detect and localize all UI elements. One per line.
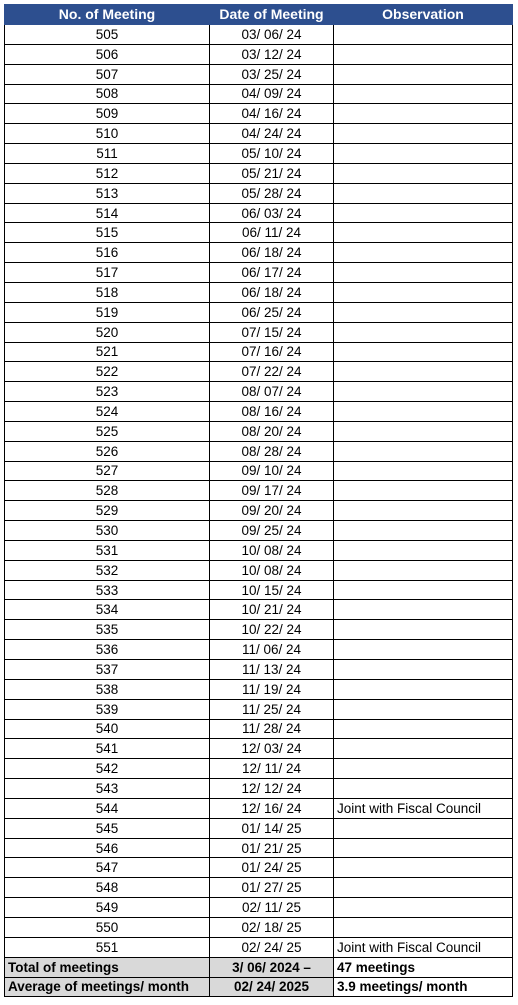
meeting-number-cell: 530 [5,521,210,541]
meeting-date-cell: 03/ 25/ 24 [210,64,334,84]
meeting-number-cell: 510 [5,124,210,144]
table-row [5,798,513,818]
header-meeting-number: No. of Meeting [5,5,210,25]
meeting-number-cell: 514 [5,203,210,223]
observation-cell [334,620,513,640]
period-start: 3/ 06/ 2024 – [210,957,334,977]
meeting-date-cell: 05/ 10/ 24 [210,144,334,164]
observation-cell [334,382,513,402]
meeting-date-cell: 11/ 13/ 24 [210,660,334,680]
observation-cell [334,243,513,263]
meeting-number-cell: 513 [5,183,210,203]
meeting-number-cell: 542 [5,759,210,779]
observation-cell [334,540,513,560]
observation-cell [334,679,513,699]
observation-cell [334,660,513,680]
meeting-number-cell: 517 [5,263,210,283]
observation-cell [334,402,513,422]
meeting-date-cell: 12/ 11/ 24 [210,759,334,779]
table-row [5,660,513,680]
meeting-number-cell: 549 [5,898,210,918]
observation-cell [334,362,513,382]
period-end: 02/ 24/ 2025 [210,977,334,997]
meeting-date-cell: 06/ 18/ 24 [210,282,334,302]
observation-cell [334,521,513,541]
observation-cell [334,25,513,45]
meeting-date-cell: 08/ 16/ 24 [210,402,334,422]
table-row [5,25,513,45]
table-row [5,699,513,719]
meeting-number-cell: 520 [5,322,210,342]
table-row [5,203,513,223]
table-row [5,243,513,263]
observation-cell [334,580,513,600]
table-row [5,461,513,481]
meeting-date-cell: 07/ 16/ 24 [210,342,334,362]
meeting-number-cell: 532 [5,560,210,580]
meeting-date-cell: 08/ 20/ 24 [210,421,334,441]
table-row [5,878,513,898]
meeting-date-cell: 09/ 25/ 24 [210,521,334,541]
meeting-date-cell: 12/ 12/ 24 [210,779,334,799]
table-row [5,441,513,461]
header-row [5,5,513,25]
meeting-date-cell: 11/ 25/ 24 [210,699,334,719]
meeting-date-cell: 06/ 11/ 24 [210,223,334,243]
average-value: 3.9 meetings/ month [334,977,513,997]
table-row [5,44,513,64]
observation-cell [334,560,513,580]
meeting-date-cell: 02/ 11/ 25 [210,898,334,918]
observation-cell [334,461,513,481]
total-value: 47 meetings [334,957,513,977]
meeting-number-cell: 536 [5,640,210,660]
observation-cell [334,302,513,322]
meeting-number-cell: 526 [5,441,210,461]
meeting-number-cell: 515 [5,223,210,243]
meeting-number-cell: 531 [5,540,210,560]
table-row [5,263,513,283]
table-row [5,282,513,302]
table-row [5,64,513,84]
meeting-number-cell: 544 [5,798,210,818]
table-row [5,382,513,402]
meeting-date-cell: 07/ 22/ 24 [210,362,334,382]
header-observation: Observation [334,5,513,25]
meeting-number-cell: 505 [5,25,210,45]
meeting-number-cell: 506 [5,44,210,64]
meeting-date-cell: 10/ 22/ 24 [210,620,334,640]
table-row [5,937,513,957]
meeting-date-cell: 02/ 18/ 25 [210,917,334,937]
meetings-table [4,4,513,997]
meeting-date-cell: 10/ 15/ 24 [210,580,334,600]
meetings-body [5,25,513,958]
meeting-date-cell: 11/ 28/ 24 [210,719,334,739]
observation-cell [334,917,513,937]
table-row [5,739,513,759]
table-row [5,342,513,362]
meeting-date-cell: 01/ 21/ 25 [210,838,334,858]
observation-cell [334,759,513,779]
meeting-number-cell: 507 [5,64,210,84]
meeting-number-cell: 546 [5,838,210,858]
meetings-sheet [4,4,512,997]
observation-cell [334,441,513,461]
observation-cell [334,501,513,521]
meeting-number-cell: 521 [5,342,210,362]
observation-cell [334,163,513,183]
observation-cell [334,203,513,223]
meeting-date-cell: 12/ 16/ 24 [210,798,334,818]
meeting-date-cell: 04/ 09/ 24 [210,84,334,104]
table-row [5,481,513,501]
meeting-date-cell: 01/ 24/ 25 [210,858,334,878]
observation-cell [334,858,513,878]
meeting-number-cell: 529 [5,501,210,521]
observation-cell [334,44,513,64]
observation-cell [334,64,513,84]
table-row [5,917,513,937]
observation-cell [334,699,513,719]
observation-cell [334,421,513,441]
meeting-date-cell: 11/ 06/ 24 [210,640,334,660]
meeting-number-cell: 547 [5,858,210,878]
table-row [5,759,513,779]
meeting-date-cell: 03/ 12/ 24 [210,44,334,64]
header-meeting-date: Date of Meeting [210,5,334,25]
table-row [5,540,513,560]
meeting-date-cell: 05/ 21/ 24 [210,163,334,183]
meeting-number-cell: 508 [5,84,210,104]
observation-cell [334,322,513,342]
meeting-number-cell: 525 [5,421,210,441]
observation-cell [334,223,513,243]
meeting-date-cell: 02/ 24/ 25 [210,937,334,957]
table-row [5,402,513,422]
meeting-date-cell: 06/ 25/ 24 [210,302,334,322]
total-label: Total of meetings [5,957,210,977]
meeting-number-cell: 512 [5,163,210,183]
meeting-date-cell: 03/ 06/ 24 [210,25,334,45]
meeting-number-cell: 516 [5,243,210,263]
table-row [5,84,513,104]
observation-cell [334,282,513,302]
table-row [5,838,513,858]
meeting-number-cell: 545 [5,818,210,838]
meeting-number-cell: 534 [5,600,210,620]
meeting-number-cell: 538 [5,679,210,699]
table-row [5,779,513,799]
table-row [5,640,513,660]
meeting-number-cell: 518 [5,282,210,302]
observation-cell [334,342,513,362]
observation-cell [334,84,513,104]
observation-cell [334,104,513,124]
meeting-number-cell: 551 [5,937,210,957]
meeting-date-cell: 08/ 28/ 24 [210,441,334,461]
meeting-date-cell: 07/ 15/ 24 [210,322,334,342]
observation-cell [334,144,513,164]
table-row [5,818,513,838]
meeting-number-cell: 543 [5,779,210,799]
meeting-number-cell: 550 [5,917,210,937]
table-row [5,302,513,322]
total-row [5,957,513,977]
observation-cell [334,898,513,918]
table-row [5,620,513,640]
observation-cell [334,183,513,203]
meeting-date-cell: 10/ 08/ 24 [210,540,334,560]
table-row [5,501,513,521]
meeting-number-cell: 533 [5,580,210,600]
table-row [5,719,513,739]
meeting-number-cell: 535 [5,620,210,640]
average-label: Average of meetings/ month [5,977,210,997]
observation-cell [334,838,513,858]
table-row [5,322,513,342]
observation-cell [334,263,513,283]
meeting-date-cell: 11/ 19/ 24 [210,679,334,699]
meeting-date-cell: 01/ 27/ 25 [210,878,334,898]
meeting-date-cell: 06/ 03/ 24 [210,203,334,223]
table-row [5,163,513,183]
observation-cell: Joint with Fiscal Council [334,798,513,818]
table-row [5,521,513,541]
meeting-date-cell: 09/ 10/ 24 [210,461,334,481]
meeting-number-cell: 537 [5,660,210,680]
observation-cell [334,481,513,501]
meeting-number-cell: 528 [5,481,210,501]
average-row [5,977,513,997]
meeting-date-cell: 01/ 14/ 25 [210,818,334,838]
meeting-date-cell: 05/ 28/ 24 [210,183,334,203]
meeting-date-cell: 10/ 21/ 24 [210,600,334,620]
meeting-date-cell: 06/ 17/ 24 [210,263,334,283]
table-row [5,144,513,164]
meeting-number-cell: 527 [5,461,210,481]
meeting-number-cell: 539 [5,699,210,719]
table-row [5,183,513,203]
meeting-date-cell: 12/ 03/ 24 [210,739,334,759]
meeting-number-cell: 519 [5,302,210,322]
meeting-number-cell: 540 [5,719,210,739]
table-row [5,421,513,441]
meeting-date-cell: 06/ 18/ 24 [210,243,334,263]
observation-cell [334,818,513,838]
table-row [5,580,513,600]
table-row [5,898,513,918]
observation-cell [334,878,513,898]
observation-cell [334,124,513,144]
table-row [5,362,513,382]
table-row [5,104,513,124]
meeting-date-cell: 09/ 20/ 24 [210,501,334,521]
meeting-date-cell: 10/ 08/ 24 [210,560,334,580]
table-row [5,858,513,878]
table-row [5,223,513,243]
meeting-number-cell: 511 [5,144,210,164]
table-row [5,600,513,620]
meeting-date-cell: 08/ 07/ 24 [210,382,334,402]
observation-cell [334,640,513,660]
table-row [5,560,513,580]
meeting-number-cell: 524 [5,402,210,422]
observation-cell: Joint with Fiscal Council [334,937,513,957]
meeting-number-cell: 541 [5,739,210,759]
meeting-number-cell: 523 [5,382,210,402]
observation-cell [334,719,513,739]
meeting-date-cell: 04/ 16/ 24 [210,104,334,124]
meeting-number-cell: 522 [5,362,210,382]
table-row [5,679,513,699]
meeting-date-cell: 09/ 17/ 24 [210,481,334,501]
meeting-date-cell: 04/ 24/ 24 [210,124,334,144]
observation-cell [334,739,513,759]
meeting-number-cell: 548 [5,878,210,898]
observation-cell [334,600,513,620]
meeting-number-cell: 509 [5,104,210,124]
table-row [5,124,513,144]
observation-cell [334,779,513,799]
